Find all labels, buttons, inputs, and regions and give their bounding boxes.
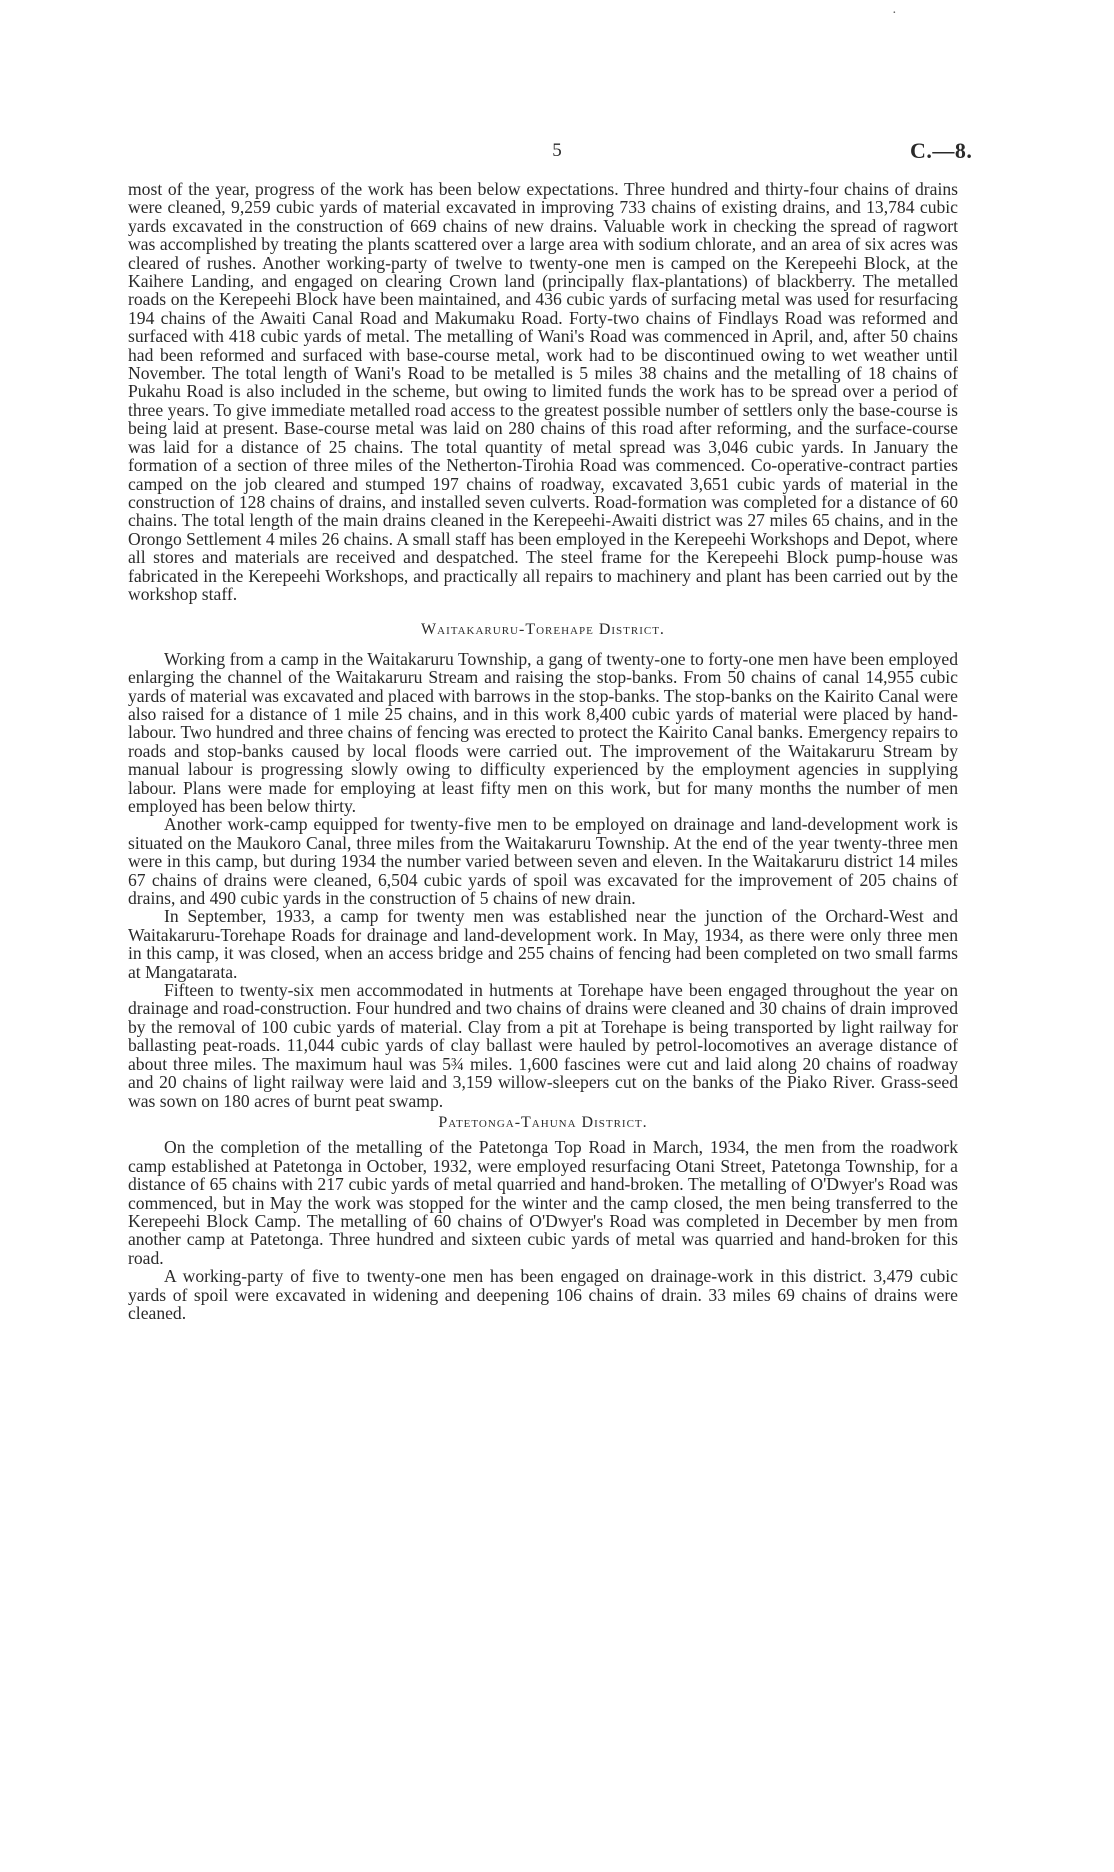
paragraph-kerepeehi-continued: most of the year, progress of the work has been below expectations. Three hundred and thirty-four chains of drains were cleaned, 9,259 cubic yards of material excavated in improving 733 chains of existing drains, and 13,784 cubic yards excavated in the construction of 669 chains of new drains. Valuable work in checking the spread of ragwort was accomplished by treating the plants scattered over a large area with sodium chlorate, and an area of six acres was cleared of rushes. Another working-party of twelve to twenty-one men is camped on the Kerepeehi Block, at the Kaihere Landing, and engaged on clearing Crown land (principally flax-plantations) of blackberry. The metalled roads on the Kerepeehi Block have been maintained, and 436 cubic yards of surfacing metal was used for resurfacing 194 chains of the Awaiti Canal Road and Makumaku Road. Forty-two chains of Findlays Road was reformed and surfaced with 418 cubic yards of metal. The metalling of Wani's Road was commenced in April, and, after 50 chains had been reformed and surfaced with base-course metal, work had to be discontinued owing to wet weather until November. The total length of Wani's Road to be metalled is 5 miles 38 chains and the metalling of 18 chains of Pukahu Road is also included in the scheme, but owing to limited funds the work has to be spread over a period of three years. To give immediate metalled road access to the greatest possible number of settlers only the base-course is being laid at present. Base-course metal was laid on 280 chains of this road after reforming, and the surface-course was laid for a distance of 25 chains. The total quantity of metal spread was 3,046 cubic yards. In January the formation of a section of three miles of the Netherton-Tirohia Road was commenced. Co-operative-contract parties camped on the job cleared and stumped 197 chains of roadway, excavated 3,651 cubic yards of material in the construction of 128 chains of drains, and installed seven culverts. Road-formation was completed for a distance of 60 chains. The total length of the main drains cleaned in the Kerepeehi-Awaiti district was 27 miles 65 chains, and in the Orongo Settlement 4 miles 26 chains. A small staff has been employed in the Kerepeehi Workshops and Depot, where all stores and materials are received and despatched. The steel frame for the Kerepeehi Block pump-house was fabricated in the Kerepeehi Workshops, and practically all repairs to machinery and plant has been carried out by the workshop staff. [128, 179, 958, 604]
section-heading-waitakaruru-torehape: Waitakaruru-Torehape District. [421, 621, 665, 639]
paragraph-torehape-hutments: Fifteen to twenty-six men accommodated in hutments at Torehape have been engaged throughout the year on drainage and road-construction. Four hundred and two chains of drains were cleaned and 30 chains of drain improved by the removal of 100 cubic yards of material. Clay from a pit at Torehape is being transported by light railway for ballasting peat-roads. 11,044 cubic yards of clay ballast were hauled by petrol-locomotives an average distance of about three miles. The maximum haul was 5¾ miles. 1,600 fascines were cut and laid along 20 chains of roadway and 20 chains of light railway were laid and 3,159 willow-sleepers cut on the banks of the Piako River. Grass-seed was sown on 180 acres of burnt peat swamp. [128, 980, 958, 1111]
paragraph-maukoro-camp: Another work-camp equipped for twenty-five men to be employed on drainage and land-development work is situated on the Maukoro Canal, three miles from the Waitakaruru Township. At the end of the year twenty-three men were in this camp, but during 1934 the number varied between seven and eleven. In the Waitakaruru district 14 miles 67 chains of drains were cleaned, 6,504 cubic yards of spoil was excavated for the improvement of 205 chains of drains, and 490 cubic yards in the construction of 5 chains of new drain. [128, 814, 958, 909]
document-reference: C.—8. [910, 138, 973, 163]
paragraph-drainage-party: A working-party of five to twenty-one men has been engaged on drainage-work in this district. 3,479 cubic yards of spoil were excavated in widening and deepening 106 chains of drain. 33 miles 69 chains of drains were cleaned. [128, 1266, 958, 1323]
document-body [128, 180, 958, 1322]
paragraph-patetonga-metalling: On the completion of the metalling of the Patetonga Top Road in March, 1934, the men from the roadwork camp established at Patetonga in October, 1932, were employed resurfacing Otani Street, Patetonga Township, for a distance of 65 chains with 217 cubic yards of metal quarried and hand-broken. The metalling of O'Dwyer's Road was commenced, but in May the work was stopped for the winter and the camp closed, the men being transferred to the Kerepeehi Block Camp. The metalling of 60 chains of O'Dwyer's Road was completed in December by men from another camp at Patetonga. Three hundred and sixteen cubic yards of metal was quarried and hand-broken for this road. [128, 1137, 958, 1268]
section-heading-patetonga-tahuna: Patetonga-Tahuna District. [438, 1113, 648, 1131]
paragraph-waitakaruru-stream: Working from a camp in the Waitakaruru Township, a gang of twenty-one to forty-one men have been employed enlarging the channel of the Waitakaruru Stream and raising the stop-banks. From 50 chains of canal 14,955 cubic yards of material was excavated and placed with barrows in the stop-banks. The stop-banks on the Kairito Canal were also raised for a distance of 1 mile 25 chains, and in this work 8,400 cubic yards of material were placed by hand-labour. Two hundred and three chains of fencing was erected to protect the Kairito Canal banks. Emergency repairs to roads and stop-banks caused by local floods were carried out. The improvement of the Waitakaruru Stream by manual labour is progressing slowly owing to difficulty experienced by the employment agencies in supplying labour. Plans were made for employing at least fifty men on this work, but for many months the number of men employed has been below thirty. [128, 648, 958, 816]
corner-mark: · [892, 6, 897, 21]
page-number: 5 [552, 140, 562, 161]
paragraph-orchard-west-camp: In September, 1933, a camp for twenty men was established near the junction of the Orchard-West and Waitakaruru-Torehape Roads for drainage and land-development work. In May, 1934, as there were only three men in this camp, it was closed, when an access bridge and 255 chains of fencing had been completed on two small farms at Mangatarata. [128, 906, 958, 982]
